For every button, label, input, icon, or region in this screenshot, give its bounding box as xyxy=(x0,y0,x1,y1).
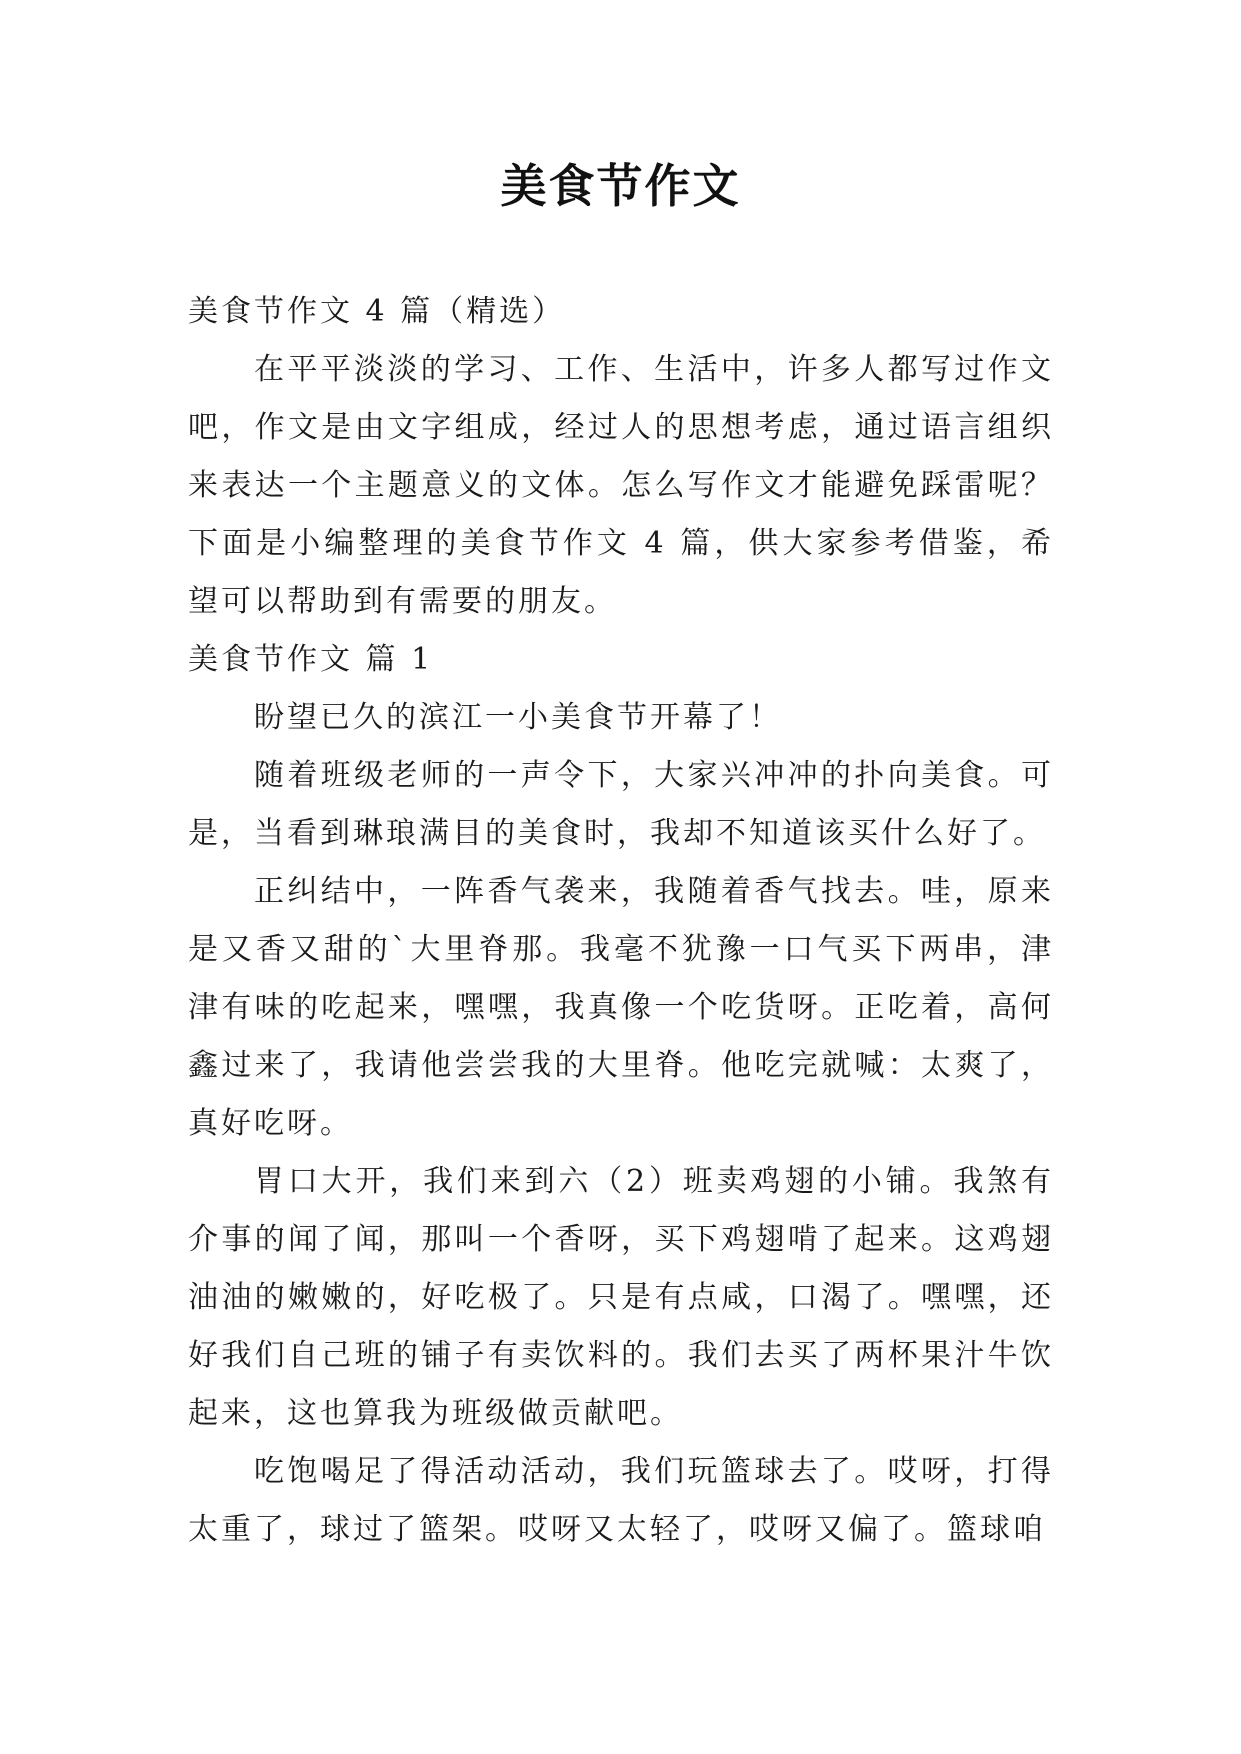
intro-paragraph: 在平平淡淡的学习、工作、生活中，许多人都写过作文吧，作文是由文字组成，经过人的思想考虑，通过语言组织来表达一个主题意义的文体。怎么写作文才能避免踩雷呢？下面是小编整理的美食节作文 4 篇，供大家参考借鉴，希望可以帮助到有需要的朋友。 xyxy=(188,352,1054,619)
section-heading: 美食节作文 篇 1 xyxy=(188,642,434,677)
paragraph: 吃饱喝足了得活动活动，我们玩篮球去了。哎呀，打得太重了，球过了篮架。哎呀又太轻了，哎呀又偏了。篮球咱 xyxy=(188,1454,1054,1547)
paragraph: 盼望已久的滨江一小美食节开幕了！ xyxy=(254,700,782,735)
page-title: 美食节作文 xyxy=(500,159,741,213)
paragraph: 正纠结中，一阵香气袭来，我随着香气找去。哇，原来是又香又甜的`大里脊那。我毫不犹豫一口气买下两串，津津有味的吃起来，嘿嘿，我真像一个吃货呀。正吃着，高何鑫过来了，我请他尝尝我的大里脊。他吃完就喊：太爽了，真好吃呀。 xyxy=(188,874,1054,1141)
document-body xyxy=(188,283,1054,1559)
document-subtitle: 美食节作文 4 篇（精选） xyxy=(188,294,566,329)
paragraph: 胃口大开，我们来到六（2）班卖鸡翅的小铺。我煞有介事的闻了闻，那叫一个香呀，买下鸡翅啃了起来。这鸡翅油油的嫩嫩的，好吃极了。只是有点咸，口渴了。嘿嘿，还好我们自己班的铺子有卖饮料的。我们去买了两杯果汁牛饮起来，这也算我为班级做贡献吧。 xyxy=(188,1164,1054,1431)
paragraph: 随着班级老师的一声令下，大家兴冲冲的扑向美食。可是，当看到琳琅满目的美食时，我却不知道该买什么好了。 xyxy=(188,758,1054,851)
